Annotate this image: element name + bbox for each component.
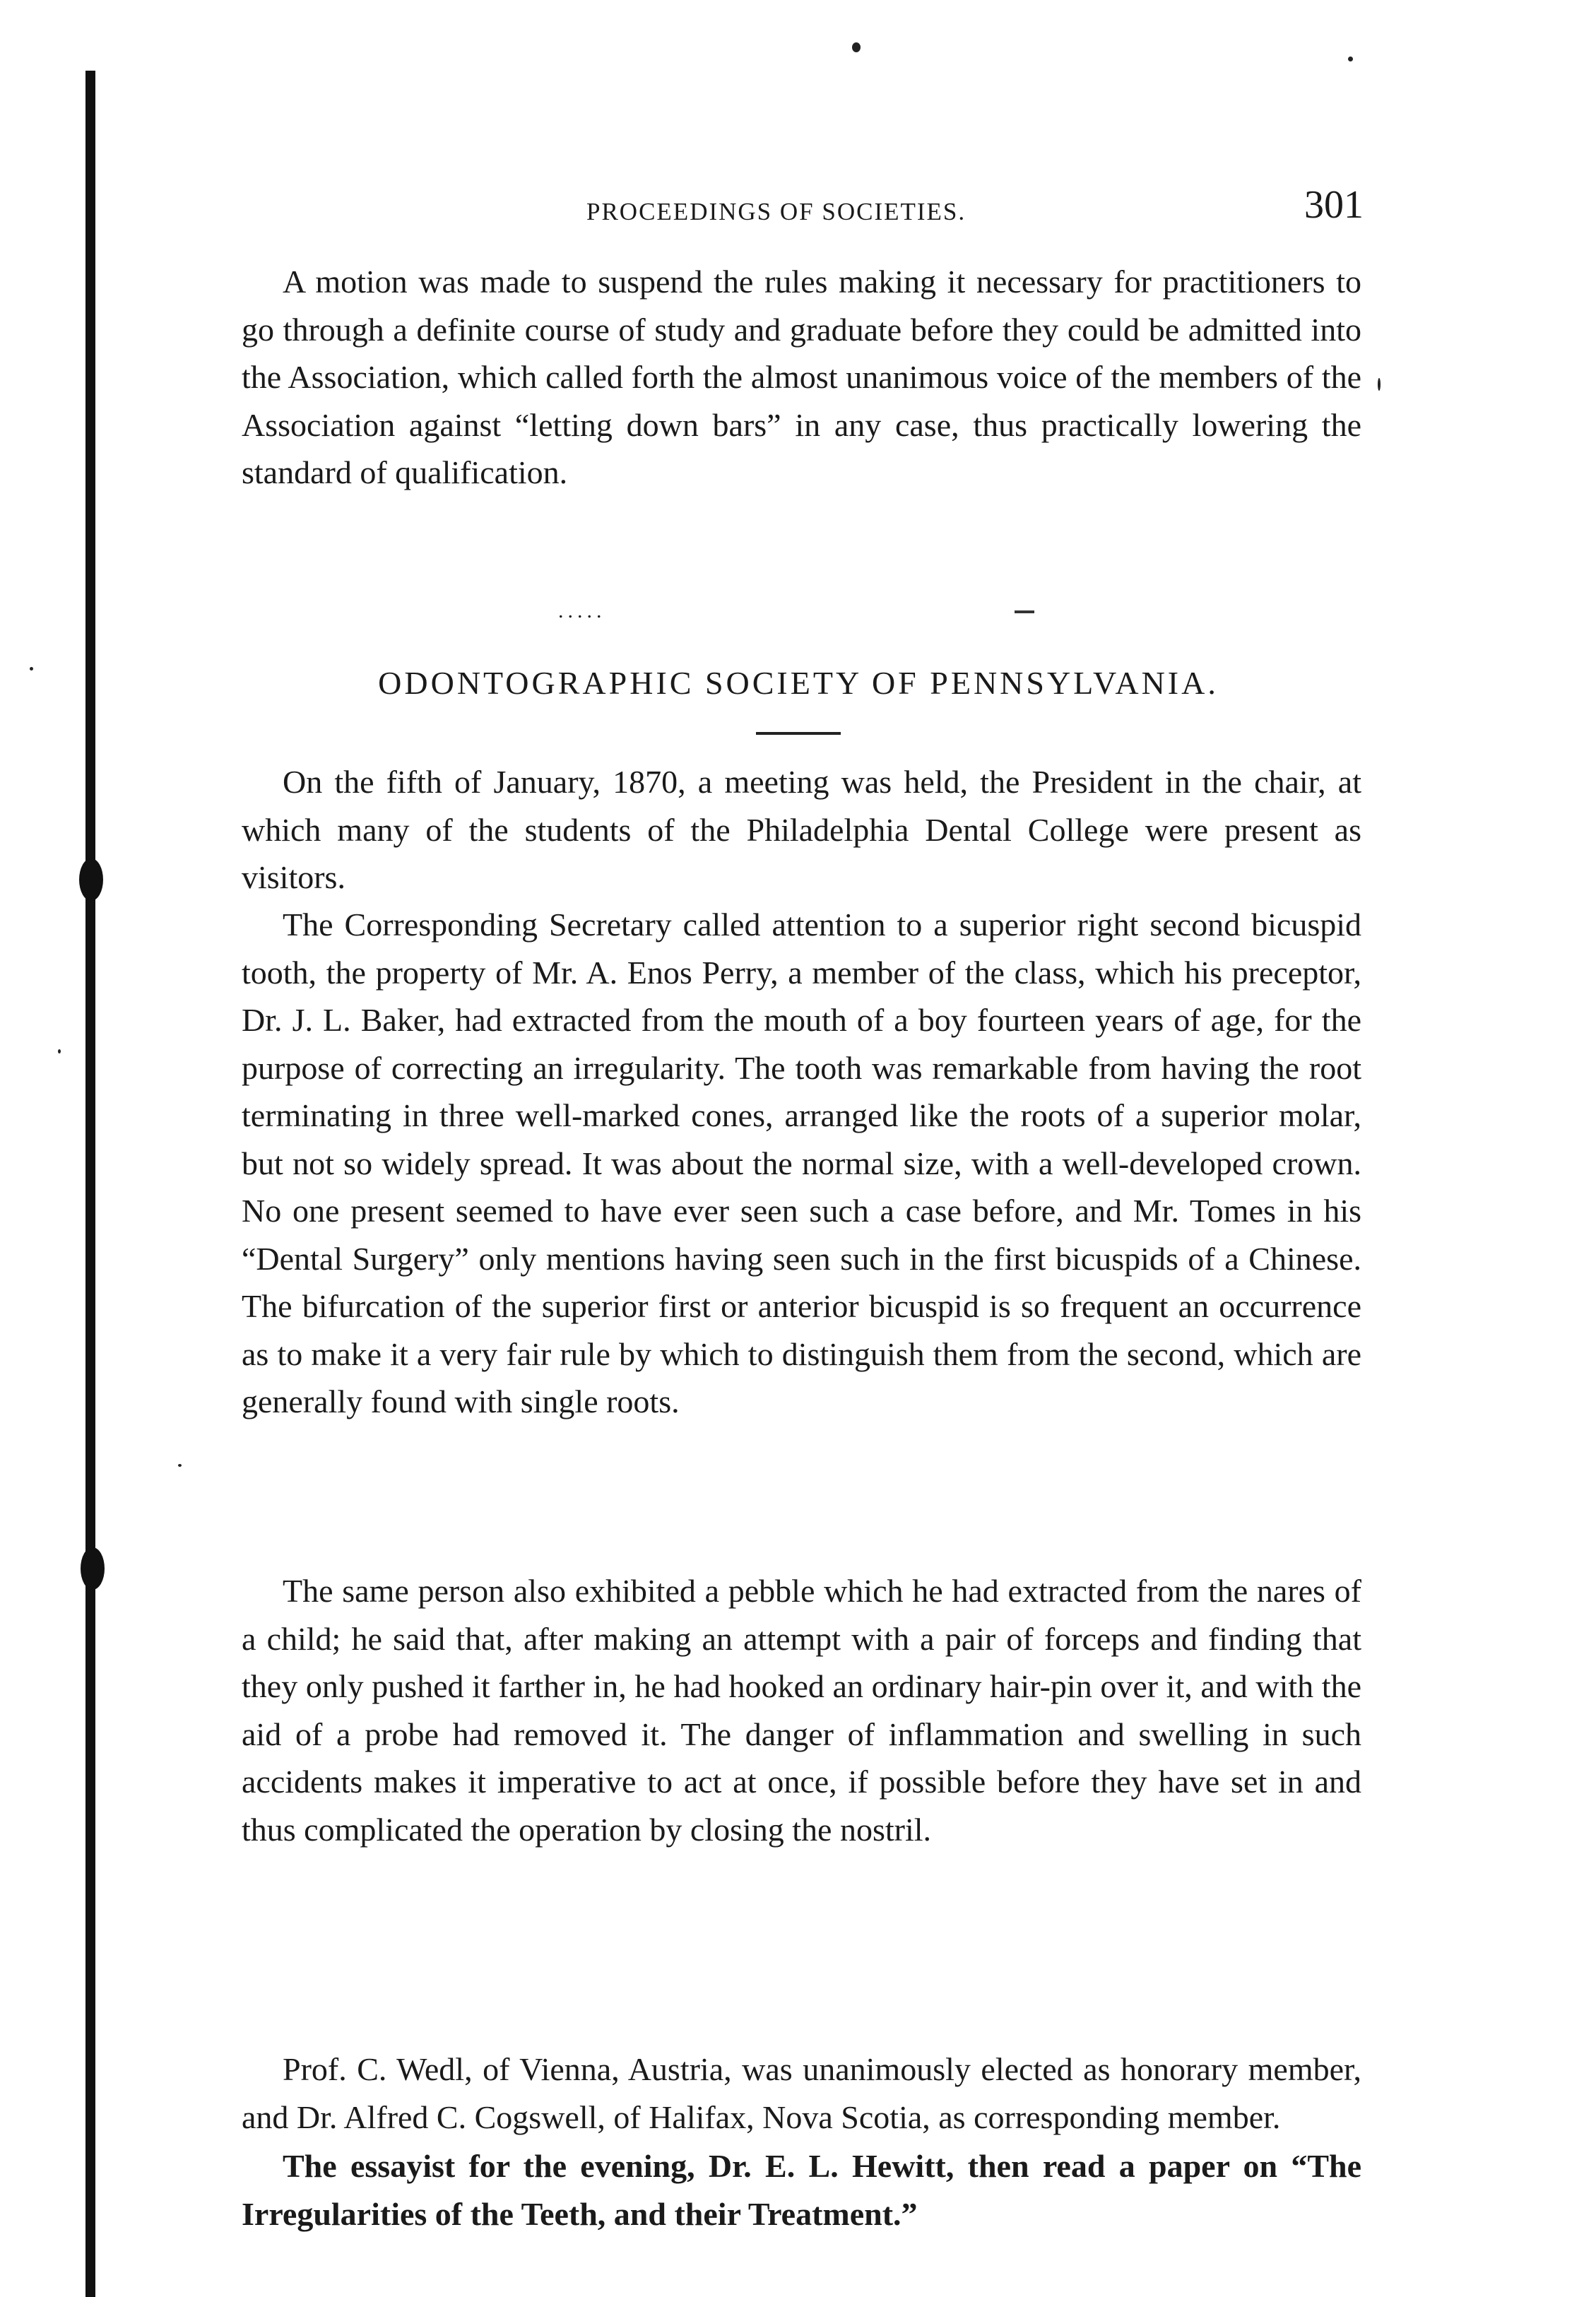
binding-shadow-line xyxy=(85,71,95,2297)
separator-dash xyxy=(1015,610,1034,613)
scan-speck xyxy=(58,1049,61,1053)
heading-rule xyxy=(756,732,841,735)
running-title: PROCEEDINGS OF SOCIETIES. xyxy=(586,198,967,225)
separator-dots: ..... xyxy=(558,599,606,622)
paragraph-meeting: On the fifth of January, 1870, a meeting was held, the President in the chair, at which many of the students of the Philadelphia Dental College were present as visitors. xyxy=(242,764,1361,895)
page-number: 301 xyxy=(1304,183,1364,227)
paragraph-bicuspid: The Corresponding Secretary called attention to a superior right second bicuspid tooth, the property of Mr. A. Enos Perry, a member of the class, which his preceptor, Dr. J. L. Baker, had extracted from the mouth of a boy fourteen years of age, for the purpose of correcting an irregularity. The tooth was remarkable from having the root terminating in three well-marked cones, arranged like the roots of a superior molar, but not so widely spread. It was about the normal size, with a well-developed crown. No one present seemed to have ever seen such a case before, and Mr. Tomes in his “Dental Surgery” only mentions having seen such in the first bicuspids of a Chinese. The bifurcation of the superior first or anterior bicuspid is so frequent an occurrence as to make it a very fair rule by which to distinguish them from the second, which are generally found with single roots. xyxy=(242,907,1361,1419)
scan-speck xyxy=(30,667,33,671)
scan-speck xyxy=(852,42,861,52)
paragraph-essayist: The essayist for the evening, Dr. E. L. Hewitt, then read a paper on “The Irregularities of the Teeth, and their Treatment.” xyxy=(242,2148,1361,2232)
scan-speck xyxy=(1348,57,1353,61)
paragraph-election: Prof. C. Wedl, of Vienna, Austria, was unanimously elected as honorary member, and Dr. Alfred C. Cogswell, of Halifax, Nova Scotia, as corresponding member. xyxy=(242,2051,1361,2135)
paragraph-motion: A motion was made to suspend the rules making it necessary for practitioners to go through a definite course of study and graduate before they could be admitted into the Association, which called forth the almost unanimous voice of the members of the Association against “letting down bars” in any case, thus practically lowering the standard of qualification. xyxy=(242,264,1361,490)
scan-speck xyxy=(178,1464,182,1467)
paragraph-pebble: The same person also exhibited a pebble which he had extracted from the nares of a child; he said that, after making an attempt with a pair of forceps and finding that they only pushed it farther in, he had hooked an ordinary hair-pin over it, and with the aid of a probe had removed it. The danger of inflammation and swelling in such accidents makes it imperative to act at once, if possible before they have set in and thus complicated the operation by closing the nostril. xyxy=(242,1573,1361,1848)
running-header xyxy=(233,182,1364,239)
binding-hole-mark xyxy=(81,1547,105,1590)
section-heading: ODONTOGRAPHIC SOCIETY OF PENNSYLVANIA. xyxy=(378,665,1219,701)
binding-hole-mark xyxy=(79,858,103,901)
scan-speck xyxy=(1378,378,1381,391)
section-separator xyxy=(558,599,1053,620)
